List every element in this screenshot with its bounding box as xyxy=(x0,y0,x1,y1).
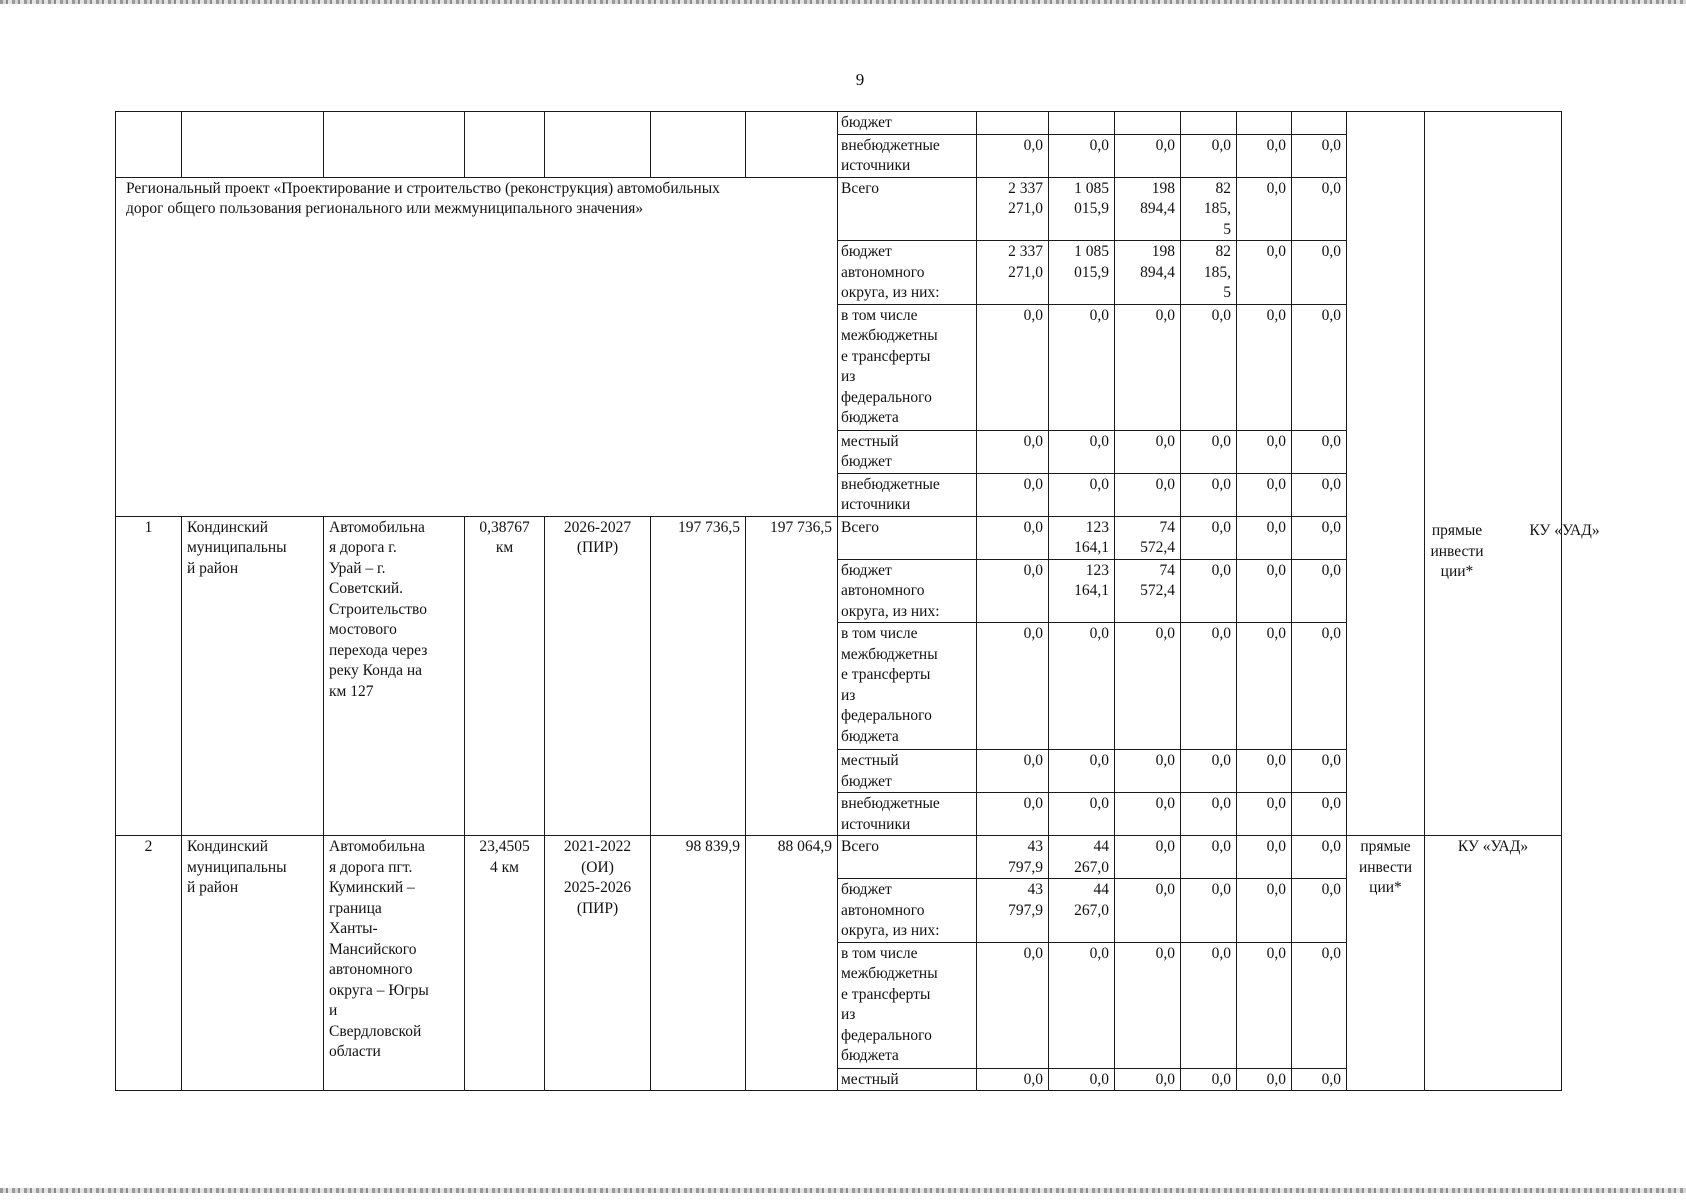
object-remaining: 88 064,9 xyxy=(746,836,838,1091)
value-cell: 0,0 xyxy=(1237,836,1292,879)
object-cost: 197 736,5 xyxy=(651,516,746,836)
table-row xyxy=(116,516,1562,559)
value-cell: 0,0 xyxy=(1049,750,1115,793)
row-label: Всего xyxy=(838,516,977,559)
value-cell: 0,0 xyxy=(1292,1068,1347,1091)
value-cell: 0,0 xyxy=(1237,793,1292,836)
value-cell: 0,0 xyxy=(977,516,1049,559)
scan-edge-bottom xyxy=(0,1188,1686,1193)
row-label: бюджет автономного округа, из них: xyxy=(838,559,977,623)
object-capacity: 23,4505 4 км xyxy=(465,836,545,1091)
value-cell: 43 797,9 xyxy=(977,836,1049,879)
value-cell: 0,0 xyxy=(1292,134,1347,177)
value-cell: 0,0 xyxy=(1292,177,1347,241)
value-cell: 0,0 xyxy=(1292,516,1347,559)
object-capacity: 0,38767 км xyxy=(465,516,545,836)
value-cell: 0,0 xyxy=(1181,430,1237,473)
value-cell: 0,0 xyxy=(1181,750,1237,793)
value-cell: 0,0 xyxy=(1237,134,1292,177)
value-cell: 0,0 xyxy=(1292,473,1347,516)
value-cell: 0,0 xyxy=(1181,942,1237,1068)
value-cell: 0,0 xyxy=(1049,134,1115,177)
value-cell: 0,0 xyxy=(1237,304,1292,430)
value-cell: 0,0 xyxy=(977,430,1049,473)
value-cell: 0,0 xyxy=(1292,793,1347,836)
customer: КУ «УАД» xyxy=(1529,522,1600,539)
value-cell: 0,0 xyxy=(1292,430,1347,473)
object-period: 2026-2027 (ПИР) xyxy=(545,516,651,836)
value-cell: 82 185, 5 xyxy=(1181,241,1237,305)
value-cell: 0,0 xyxy=(977,304,1049,430)
value-cell: 44 267,0 xyxy=(1049,836,1115,879)
value-cell: 0,0 xyxy=(1181,473,1237,516)
value-cell: 0,0 xyxy=(977,473,1049,516)
value-cell: 0,0 xyxy=(1115,1068,1181,1091)
value-cell: 0,0 xyxy=(1292,623,1347,750)
value-cell: 0,0 xyxy=(1115,750,1181,793)
value-cell: 0,0 xyxy=(1049,793,1115,836)
value-cell: 0,0 xyxy=(1049,430,1115,473)
value-cell: 123 164,1 xyxy=(1049,516,1115,559)
value-cell: 0,0 xyxy=(1115,942,1181,1068)
row-label: местный xyxy=(838,1068,977,1091)
value-cell: 0,0 xyxy=(1181,516,1237,559)
row-label: внебюджетные источники xyxy=(838,793,977,836)
object-cost: 98 839,9 xyxy=(651,836,746,1091)
value-cell: 0,0 xyxy=(1292,942,1347,1068)
value-cell: 0,0 xyxy=(1115,304,1181,430)
value-cell: 0,0 xyxy=(1237,516,1292,559)
value-cell: 0,0 xyxy=(1181,134,1237,177)
value-cell: 0,0 xyxy=(1292,879,1347,943)
row-label: местный бюджет xyxy=(838,430,977,473)
object-district: Кондинский муниципальны й район xyxy=(182,516,324,836)
object-number: 2 xyxy=(116,836,182,1091)
object-number: 1 xyxy=(116,516,182,836)
row-label: внебюджетные источники xyxy=(838,134,977,177)
object-name: Автомобильна я дорога пгт. Куминский – граница Ханты- Мансийского автономного округа – Югры и Свердловской области xyxy=(324,836,465,1091)
value-cell: 123 164,1 xyxy=(1049,559,1115,623)
value-cell: 0,0 xyxy=(1115,430,1181,473)
value-cell: 0,0 xyxy=(1237,942,1292,1068)
value-cell: 1 085 015,9 xyxy=(1049,177,1115,241)
table-row xyxy=(116,112,1562,135)
value-cell: 0,0 xyxy=(1237,430,1292,473)
value-cell: 0,0 xyxy=(1181,793,1237,836)
funding-type: прямые инвести ции* xyxy=(1430,522,1484,580)
value-cell: 0,0 xyxy=(977,1068,1049,1091)
value-cell: 0,0 xyxy=(1049,304,1115,430)
value-cell: 0,0 xyxy=(1237,241,1292,305)
row-label: бюджет xyxy=(838,112,977,135)
value-cell: 0,0 xyxy=(1181,836,1237,879)
value-cell: 0,0 xyxy=(1181,1068,1237,1091)
value-cell: 0,0 xyxy=(977,942,1049,1068)
value-cell: 198 894,4 xyxy=(1115,177,1181,241)
value-cell: 43 797,9 xyxy=(977,879,1049,943)
table-row xyxy=(116,177,1562,241)
value-cell: 0,0 xyxy=(1115,623,1181,750)
value-cell: 0,0 xyxy=(1292,750,1347,793)
value-cell: 0,0 xyxy=(1237,750,1292,793)
value-cell: 44 267,0 xyxy=(1049,879,1115,943)
value-cell: 0,0 xyxy=(1115,473,1181,516)
value-cell: 0,0 xyxy=(1292,241,1347,305)
value-cell: 0,0 xyxy=(1292,836,1347,879)
value-cell: 0,0 xyxy=(977,134,1049,177)
value-cell: 82 185, 5 xyxy=(1181,177,1237,241)
object-remaining: 197 736,5 xyxy=(746,516,838,836)
value-cell: 0,0 xyxy=(1237,879,1292,943)
value-cell: 0,0 xyxy=(977,750,1049,793)
customer: КУ «УАД» xyxy=(1425,836,1562,1091)
object-period: 2021-2022 (ОИ) 2025-2026 (ПИР) xyxy=(545,836,651,1091)
table-row xyxy=(116,836,1562,879)
row-label: внебюджетные источники xyxy=(838,473,977,516)
value-cell: 0,0 xyxy=(977,623,1049,750)
value-cell: 198 894,4 xyxy=(1115,241,1181,305)
value-cell: 1 085 015,9 xyxy=(1049,241,1115,305)
value-cell: 0,0 xyxy=(1115,879,1181,943)
row-label: бюджет автономного округа, из них: xyxy=(838,241,977,305)
row-label: Всего xyxy=(838,177,977,241)
value-cell: 0,0 xyxy=(1049,473,1115,516)
object-district: Кондинский муниципальны й район xyxy=(182,836,324,1091)
value-cell: 0,0 xyxy=(1115,134,1181,177)
value-cell: 0,0 xyxy=(1237,1068,1292,1091)
funding-type: прямые инвести ции* xyxy=(1347,836,1425,1091)
row-label: в том числе межбюджетны е трансферты из федерального бюджета xyxy=(838,304,977,430)
value-cell: 0,0 xyxy=(977,793,1049,836)
value-cell: 74 572,4 xyxy=(1115,559,1181,623)
regional-project-title: Региональный проект «Проектирование и строительство (реконструкция) автомобильных дорог общего пользования регионального или межмуниципального значения» xyxy=(116,177,838,516)
value-cell: 0,0 xyxy=(1115,793,1181,836)
value-cell: 0,0 xyxy=(1292,559,1347,623)
row-label: в том числе межбюджетны е трансферты из федерального бюджета xyxy=(838,623,977,750)
value-cell: 0,0 xyxy=(1049,1068,1115,1091)
value-cell: 74 572,4 xyxy=(1115,516,1181,559)
value-cell: 0,0 xyxy=(1049,942,1115,1068)
value-cell: 0,0 xyxy=(1237,473,1292,516)
value-cell: 0,0 xyxy=(1181,304,1237,430)
value-cell: 0,0 xyxy=(1237,177,1292,241)
value-cell: 0,0 xyxy=(1292,304,1347,430)
value-cell: 0,0 xyxy=(1181,559,1237,623)
value-cell: 0,0 xyxy=(1181,623,1237,750)
value-cell: 2 337 271,0 xyxy=(977,241,1049,305)
row-label: бюджет автономного округа, из них: xyxy=(838,879,977,943)
value-cell: 2 337 271,0 xyxy=(977,177,1049,241)
scan-edge-top xyxy=(0,0,1686,4)
value-cell: 0,0 xyxy=(1049,623,1115,750)
value-cell: 0,0 xyxy=(977,559,1049,623)
value-cell: 0,0 xyxy=(1181,879,1237,943)
row-label: местный бюджет xyxy=(838,750,977,793)
object-name: Автомобильна я дорога г. Урай – г. Советский. Строительство мостового перехода через реку Конда на км 127 xyxy=(324,516,465,836)
value-cell: 0,0 xyxy=(1237,559,1292,623)
row-label: в том числе межбюджетны е трансферты из федерального бюджета xyxy=(838,942,977,1068)
investment-table xyxy=(115,111,1562,1091)
value-cell: 0,0 xyxy=(1237,623,1292,750)
page-number: 9 xyxy=(855,70,865,89)
value-cell: 0,0 xyxy=(1115,836,1181,879)
row-label: Всего xyxy=(838,836,977,879)
